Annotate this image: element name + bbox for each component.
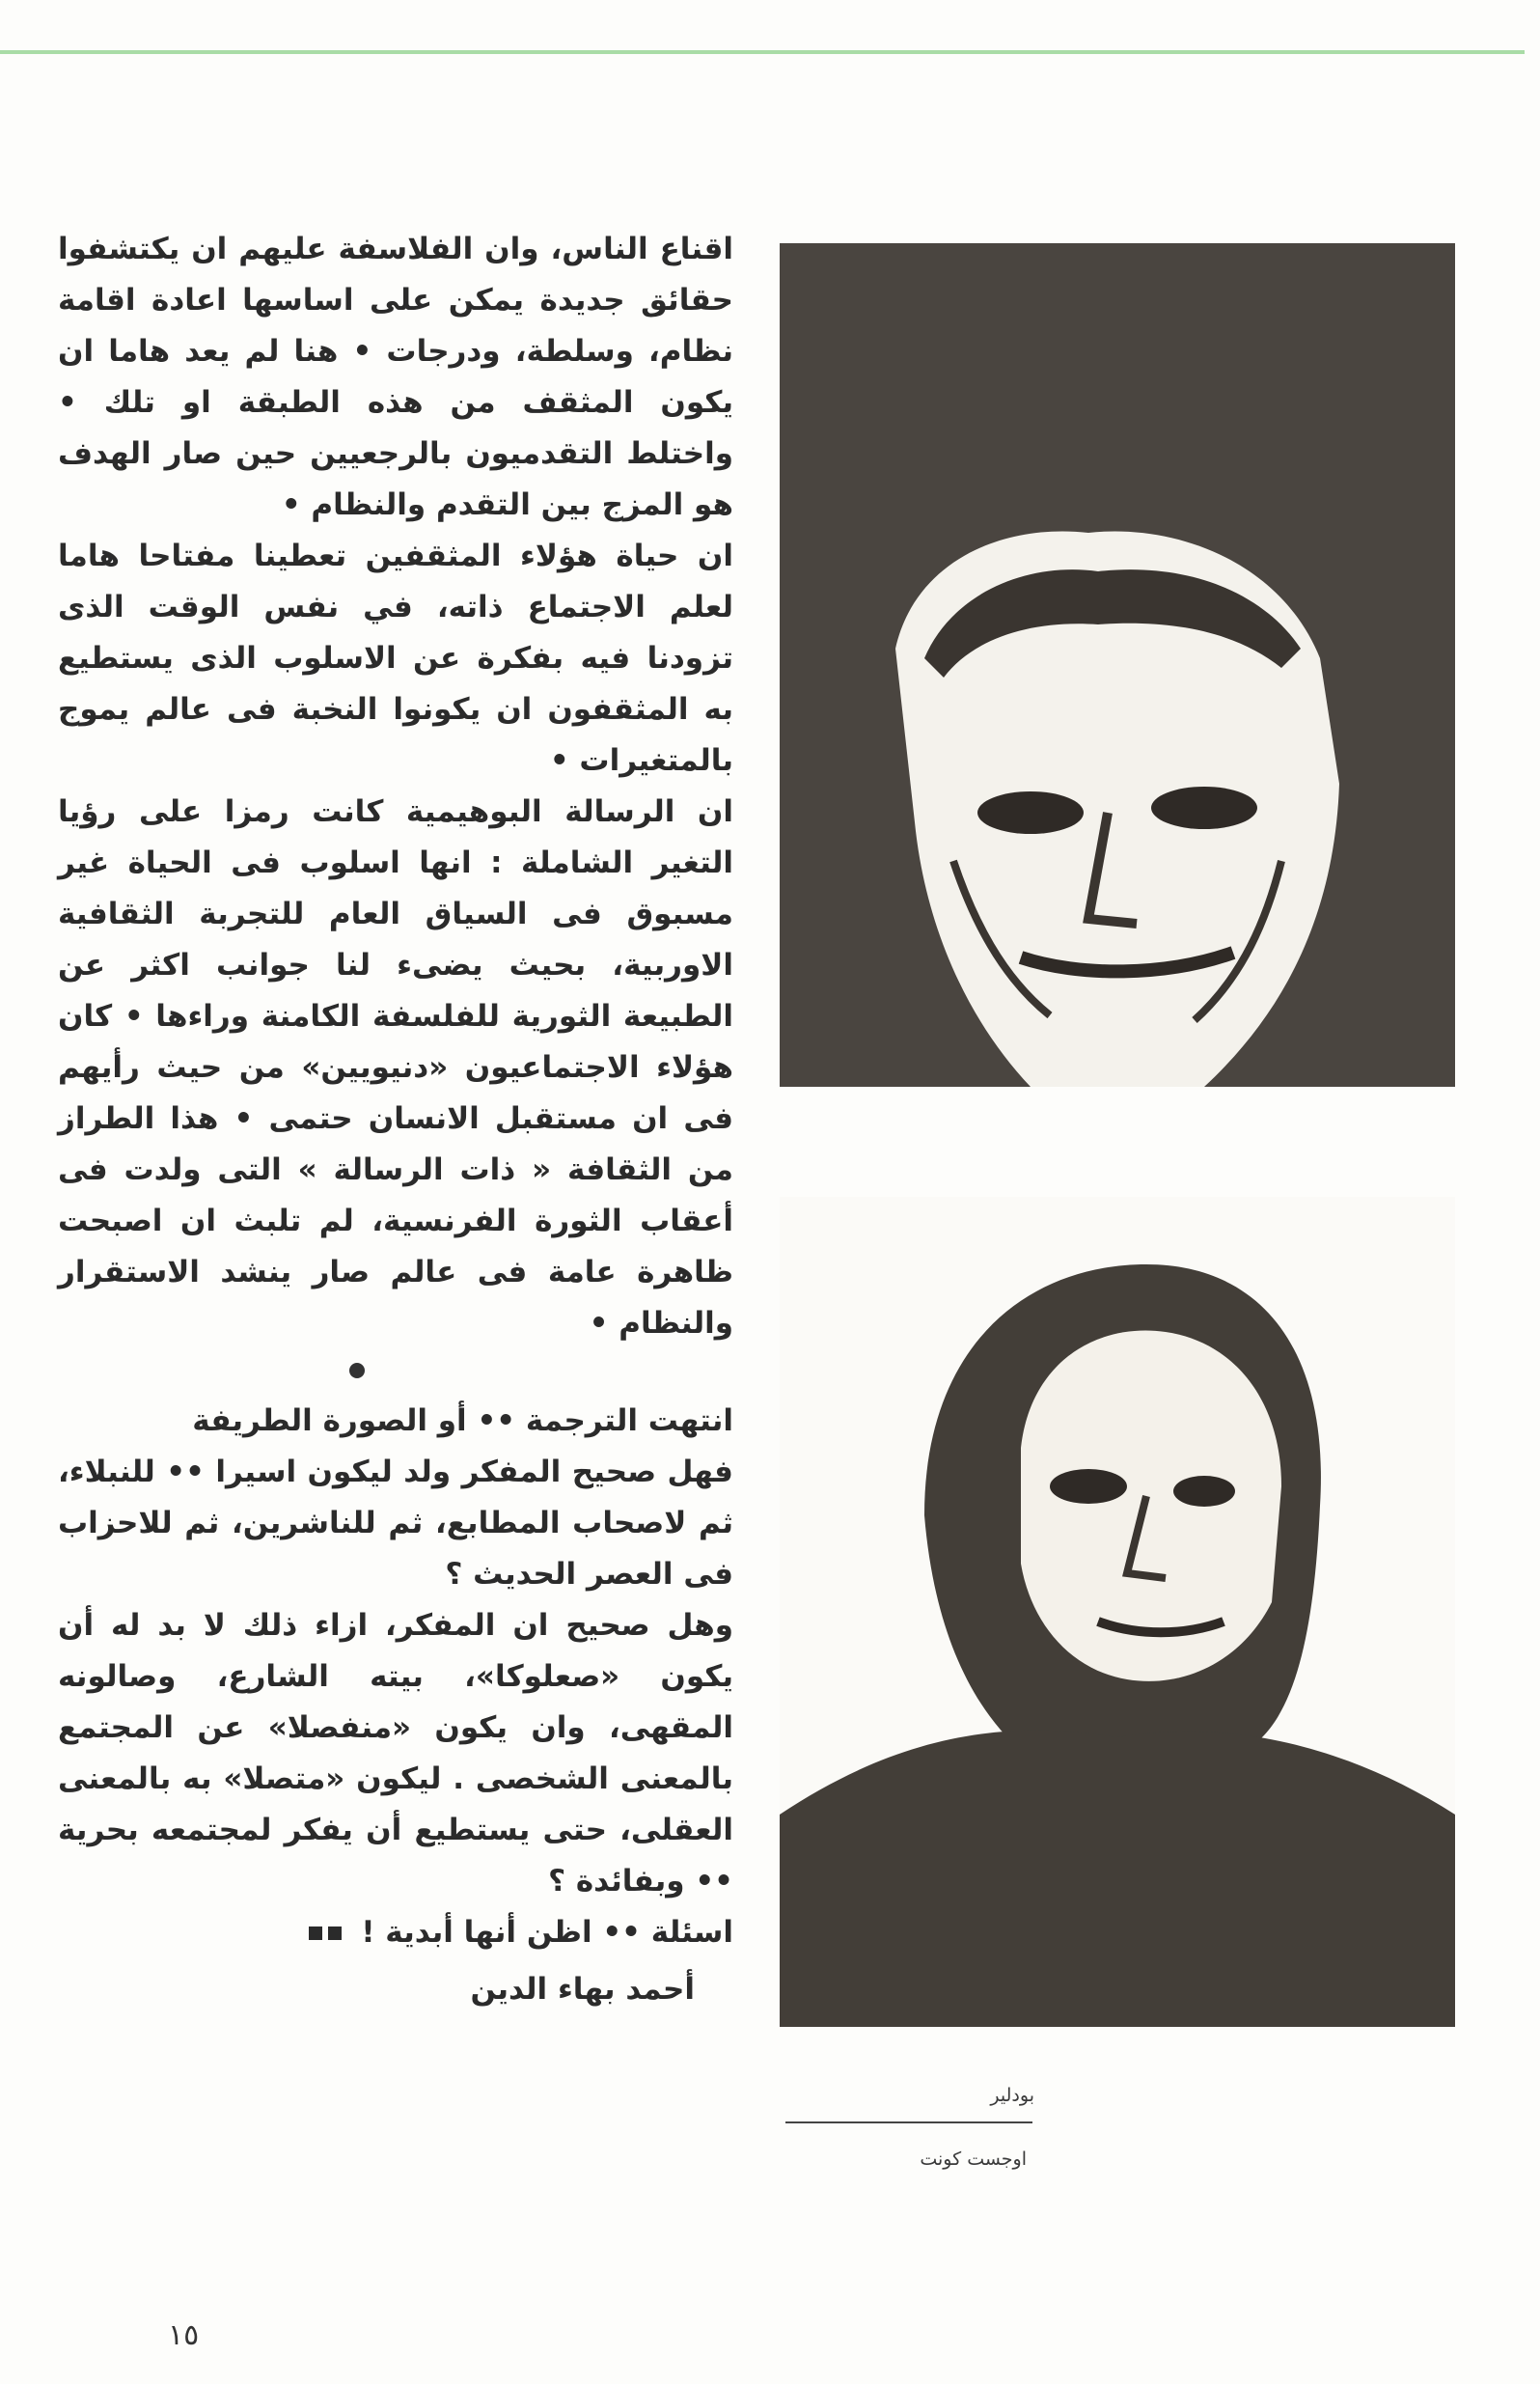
closing-line: اسئلة •• اظن أنها أبدية ! bbox=[361, 1915, 733, 1950]
portrait-illustration-top bbox=[780, 243, 1455, 1087]
caption-top: بودلير bbox=[990, 2085, 1034, 2106]
article-paragraph-1: اقناع الناس، وان الفلاسفة عليهم ان يكتشفوا حقائق جديدة يمكن على اساسها اعادة اقامة نظام، وسلطة، ودرجات • هنا لم يعد هاما ان يكون المثقف من هذه الطبقة او تلك • واختلط التقدميون بالرجعيين حين صار الهدف هو المزج بين التقدم والنظام • bbox=[58, 232, 733, 522]
portrait-photo-top bbox=[780, 243, 1455, 1087]
caption-divider bbox=[785, 2121, 1032, 2123]
section-bullet bbox=[349, 1363, 365, 1378]
article-paragraph-4: انتهت الترجمة •• أو الصورة الطريفة bbox=[192, 1403, 733, 1438]
article-paragraph-3: ان الرسالة البوهيمية كانت رمزا على رؤيا التغير الشاملة : انها اسلوب فى الحياة غير مسبوق فى السياق العام للتجربة الثقافية الاوربية، بحيث يضىء لنا جوانب اكثر عن الطبيعة الثورية للفلسفة الكامنة وراءها • كان هؤلاء الاجتماعيون «دنيويين» من حيث رأيهم فى ان مستقبل الانسان حتمى • هذا الطراز من الثقافة « ذات الرسالة » التى ولدت فى أعقاب الثورة الفرنسية، لم تلبث ان اصبحت ظاهرة عامة فى عالم صار ينشد الاستقرار والنظام • bbox=[58, 794, 733, 1341]
article-paragraph-2: ان حياة هؤلاء المثقفين تعطينا مفتاحا هاما لعلم الاجتماع ذاته، في نفس الوقت الذى تزودنا فيه بفكرة عن الاسلوب الذى يستطيع به المثقفون ان يكونوا النخبة فى عالم يموج بالمتغيرات • bbox=[58, 539, 733, 778]
portrait-photo-bottom bbox=[780, 1197, 1455, 2027]
portrait-illustration-bottom bbox=[780, 1197, 1455, 2027]
article-paragraph-6: وهل صحيح ان المفكر، ازاء ذلك لا بد له أن يكون «صعلوكا»، بيته الشارع، وصالونه المقهى، وان يكون «منفصلا» عن المجتمع بالمعنى الشخصى . ليكون «متصلا» به بالمعنى العقلى، حتى يستطيع أن يفكر لمجتمعه بحرية •• وبفائدة ؟ bbox=[58, 1608, 733, 1899]
article-column bbox=[58, 224, 733, 2015]
end-mark bbox=[309, 1927, 342, 1940]
caption-bottom: اوجست كونت bbox=[920, 2148, 1027, 2170]
article-paragraph-5: فهل صحيح المفكر ولد ليكون اسيرا •• للنبلاء، ثم لاصحاب المطابع، ثم للناشرين، ثم للاحزاب فى العصر الحديث ؟ bbox=[58, 1455, 733, 1592]
page-number: ١٥ bbox=[168, 2318, 200, 2352]
closing-row bbox=[58, 1907, 733, 1958]
top-divider-line bbox=[0, 50, 1525, 54]
author-name: أحمد بهاء الدين bbox=[470, 1972, 695, 2007]
